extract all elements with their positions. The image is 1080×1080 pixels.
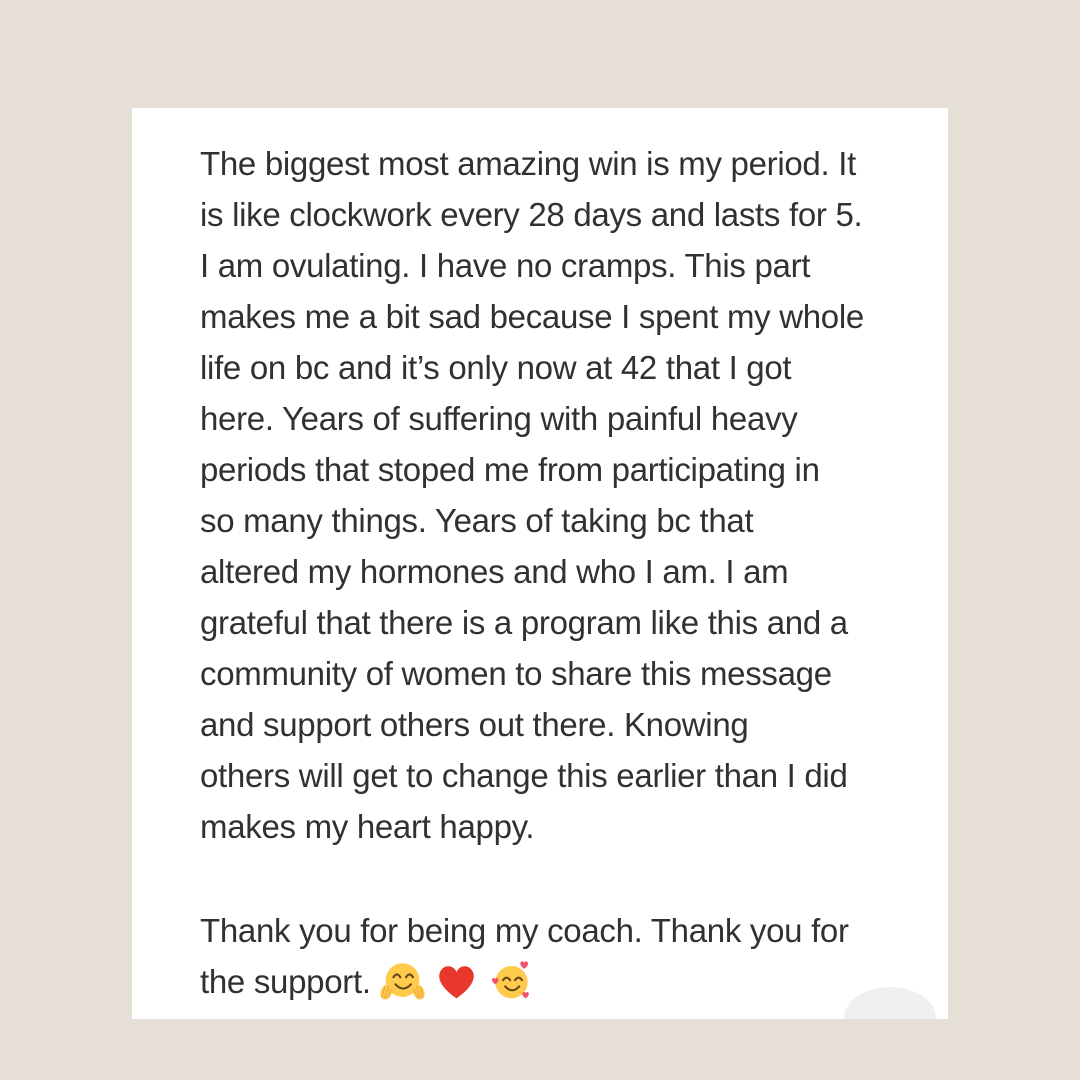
testimonial-paragraph-2 <box>200 905 916 1007</box>
testimonial-line: life on bc and it’s only now at 42 that I got <box>200 349 792 386</box>
testimonial-line-with-emojis <box>200 956 916 1007</box>
testimonial-card <box>132 108 948 1019</box>
red-heart-emoji <box>434 959 479 1004</box>
testimonial-line: altered my hormones and who I am. I am <box>200 553 789 590</box>
testimonial-line: makes my heart happy. <box>200 808 535 845</box>
testimonial-line-text: the support. <box>200 963 371 1000</box>
testimonial-text <box>200 138 916 1007</box>
hugging-face-emoji <box>380 959 425 1004</box>
testimonial-line: grateful that there is a program like this and a <box>200 604 848 641</box>
testimonial-line: The biggest most amazing win is my period. It <box>200 145 856 182</box>
testimonial-line: and support others out there. Knowing <box>200 706 749 743</box>
testimonial-line: makes me a bit sad because I spent my whole <box>200 298 864 335</box>
testimonial-line: so many things. Years of taking bc that <box>200 502 754 539</box>
testimonial-line: periods that stoped me from participating in <box>200 451 820 488</box>
testimonial-line: Thank you for being my coach. Thank you for <box>200 912 849 949</box>
testimonial-line: here. Years of suffering with painful heavy <box>200 400 798 437</box>
testimonial-line: community of women to share this message <box>200 655 832 692</box>
testimonial-line: others will get to change this earlier than I did <box>200 757 848 794</box>
testimonial-paragraph-1 <box>200 138 916 852</box>
smiling-face-with-hearts-emoji <box>489 959 534 1004</box>
testimonial-line: is like clockwork every 28 days and lasts for 5. <box>200 196 863 233</box>
testimonial-line: I am ovulating. I have no cramps. This part <box>200 247 811 284</box>
